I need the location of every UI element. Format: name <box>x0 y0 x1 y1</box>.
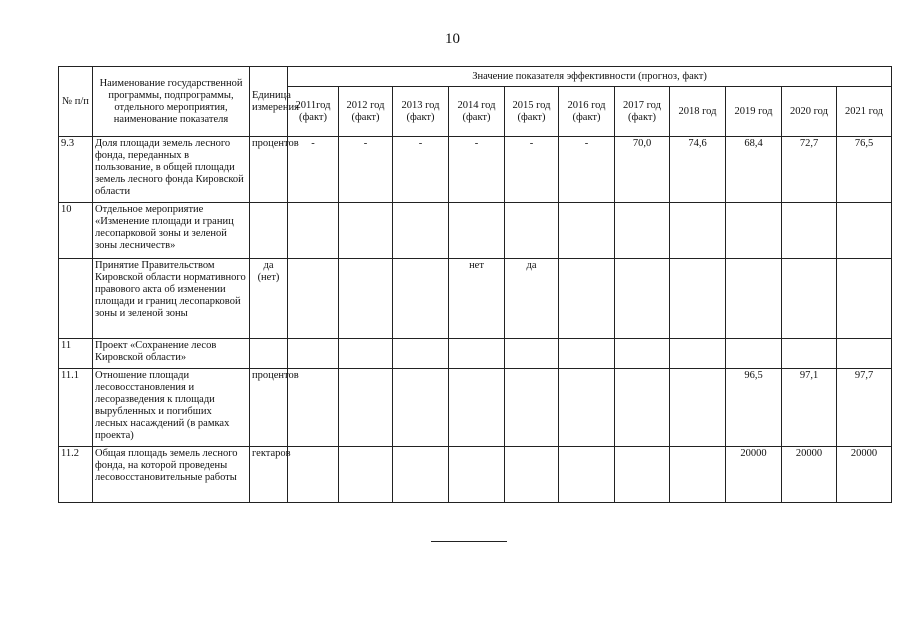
header-year: 2014 год (факт) <box>449 87 505 137</box>
row-value: 72,7 <box>782 137 837 203</box>
row-unit <box>250 339 288 369</box>
table-row <box>59 339 892 369</box>
row-value <box>393 369 449 447</box>
row-value <box>505 369 559 447</box>
row-value <box>670 339 726 369</box>
row-value <box>670 203 726 259</box>
row-value <box>449 369 505 447</box>
row-value <box>559 447 615 503</box>
row-value <box>288 447 339 503</box>
table-row <box>59 369 892 447</box>
row-value: - <box>393 137 449 203</box>
row-name: Принятие Правительством Кировской области нормативного правового акта об изменении площади и границ лесопарковой зоны и зеленой зоны <box>93 259 250 339</box>
row-value <box>782 203 837 259</box>
table-row <box>59 137 892 203</box>
row-value <box>670 447 726 503</box>
table-row <box>59 203 892 259</box>
table-row <box>59 259 892 339</box>
row-value: 96,5 <box>726 369 782 447</box>
row-value <box>837 259 892 339</box>
row-value <box>339 203 393 259</box>
header-year: 2016 год (факт) <box>559 87 615 137</box>
row-value <box>339 259 393 339</box>
row-value <box>615 447 670 503</box>
row-value <box>615 339 670 369</box>
header-year: 2019 год <box>726 87 782 137</box>
row-value: 74,6 <box>670 137 726 203</box>
row-value <box>339 369 393 447</box>
row-unit: да (нет) <box>250 259 288 339</box>
row-value <box>449 447 505 503</box>
row-value <box>670 369 726 447</box>
row-value <box>449 203 505 259</box>
header-name: Наименование государственной программы, подпрограммы, отдельного мероприятия, наименование показателя <box>93 67 250 137</box>
row-value: 97,7 <box>837 369 892 447</box>
row-value <box>559 259 615 339</box>
header-year: 2013 год (факт) <box>393 87 449 137</box>
row-value: - <box>339 137 393 203</box>
row-value <box>726 203 782 259</box>
table-row <box>59 447 892 503</box>
row-value <box>837 203 892 259</box>
page-number: 10 <box>445 31 460 47</box>
row-value <box>339 339 393 369</box>
row-value: - <box>449 137 505 203</box>
header-year: 2015 год (факт) <box>505 87 559 137</box>
header-year: 2012 год (факт) <box>339 87 393 137</box>
row-value <box>339 447 393 503</box>
row-value: - <box>505 137 559 203</box>
header-year: 2021 год <box>837 87 892 137</box>
row-value: 20000 <box>726 447 782 503</box>
row-value <box>782 339 837 369</box>
header-group: Значение показателя эффективности (прогноз, факт) <box>288 67 892 87</box>
row-value <box>393 339 449 369</box>
row-name: Доля площади земель лесного фонда, переданных в пользование, в общей площади земель лесного фонда Кировской области <box>93 137 250 203</box>
header-year: 2020 год <box>782 87 837 137</box>
row-num: 11.1 <box>59 369 93 447</box>
row-value <box>449 339 505 369</box>
row-value <box>393 447 449 503</box>
header-year: 2011год (факт) <box>288 87 339 137</box>
row-value: нет <box>449 259 505 339</box>
row-unit <box>250 203 288 259</box>
header-year: 2018 год <box>670 87 726 137</box>
row-value <box>615 259 670 339</box>
row-value <box>393 259 449 339</box>
row-value <box>615 369 670 447</box>
row-value <box>670 259 726 339</box>
row-value <box>782 259 837 339</box>
header-year: 2017 год (факт) <box>615 87 670 137</box>
header-num: № п/п <box>59 67 93 137</box>
row-value: - <box>288 137 339 203</box>
row-num <box>59 259 93 339</box>
row-value <box>559 339 615 369</box>
row-unit: процентов <box>250 137 288 203</box>
row-num: 10 <box>59 203 93 259</box>
row-num: 11 <box>59 339 93 369</box>
indicator-table <box>58 66 892 503</box>
row-value <box>837 339 892 369</box>
table-header <box>59 67 892 137</box>
header-unit: Единица измерения <box>250 67 288 137</box>
row-value <box>393 203 449 259</box>
row-value: - <box>559 137 615 203</box>
row-value <box>559 203 615 259</box>
row-value: да <box>505 259 559 339</box>
row-value: 68,4 <box>726 137 782 203</box>
row-unit: процентов <box>250 369 288 447</box>
row-value <box>505 447 559 503</box>
row-name: Проект «Сохранение лесов Кировской области» <box>93 339 250 369</box>
row-value: 70,0 <box>615 137 670 203</box>
row-value <box>726 339 782 369</box>
footer-separator-line <box>431 541 507 542</box>
row-name: Отношение площади лесовосстановления и лесоразведения к площади вырубленных и погибших лесных насаждений (в рамках проекта) <box>93 369 250 447</box>
row-value <box>288 339 339 369</box>
row-num: 9.3 <box>59 137 93 203</box>
row-value <box>505 339 559 369</box>
row-value <box>288 259 339 339</box>
row-value: 20000 <box>837 447 892 503</box>
row-value: 76,5 <box>837 137 892 203</box>
row-unit: гектаров <box>250 447 288 503</box>
row-value <box>615 203 670 259</box>
row-value <box>559 369 615 447</box>
row-value: 20000 <box>782 447 837 503</box>
row-name: Отдельное мероприятие «Изменение площади и границ лесопарковой зоны и зеленой зоны лесничеств» <box>93 203 250 259</box>
row-value <box>288 203 339 259</box>
row-name: Общая площадь земель лесного фонда, на которой проведены лесовосстановительные работы <box>93 447 250 503</box>
row-value <box>505 203 559 259</box>
row-num: 11.2 <box>59 447 93 503</box>
row-value: 97,1 <box>782 369 837 447</box>
row-value <box>726 259 782 339</box>
